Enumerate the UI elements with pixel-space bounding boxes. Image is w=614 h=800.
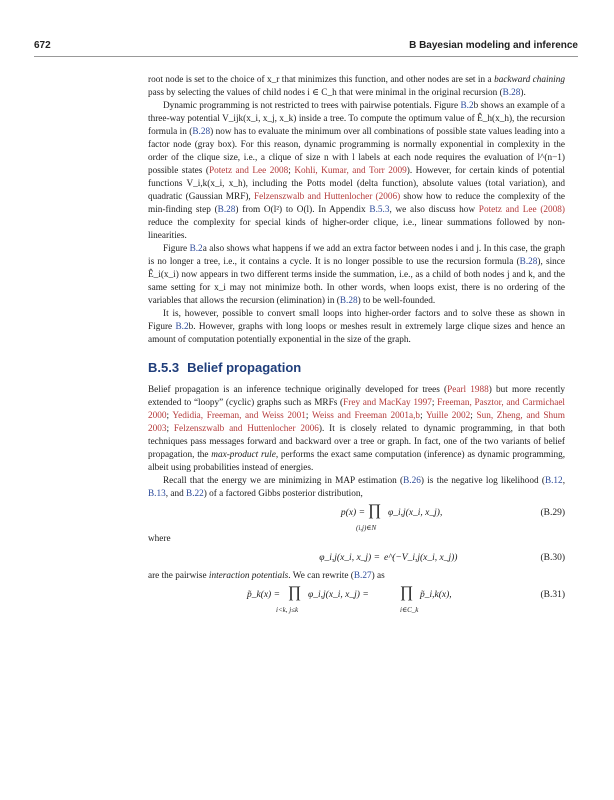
text: pass by selecting the values of child nodes i ∈ C_h that were minimal in the original recursion ( (148, 88, 503, 98)
citation-link[interactable]: Yedidia, Freeman, and Weiss 2001 (172, 411, 306, 421)
paragraph-6 (148, 475, 565, 501)
equation-rhs: φ_i,j(x_i, x_j), (388, 508, 443, 518)
equation-middle: φ_i,j(x_i, x_j) = (308, 590, 369, 600)
equation-rhs: e^(−V_i,j(x_i, x_j)) (384, 553, 458, 563)
paragraph-4 (148, 308, 565, 347)
page-number: 672 (34, 40, 51, 51)
text: Dynamic programming is not restricted to trees with pairwise potentials. Figure (163, 101, 461, 111)
text: Recall that the energy we are minimizing in MAP estimation ( (163, 476, 404, 486)
product-symbol: ∏ (368, 502, 382, 519)
citation-link[interactable]: Frey and MacKay 1997 (343, 398, 432, 408)
equation-lhs: p(x) = (340, 508, 365, 518)
text: ; (420, 411, 426, 421)
text: , performs the exact same computation (inference) as dynamic programming, albeit using probabilities instead of energies. (148, 450, 566, 473)
equation-link[interactable]: B.12 (544, 476, 563, 486)
text: ). However, for certain kinds of potential functions V_i,k(x_i, x_h), including the Potts model (delta function), absolute values (total variation), and quadratic (Gaussian MRF), (148, 166, 565, 202)
equation-rhs: p̃_i,k(x), (420, 590, 452, 600)
equation-link[interactable]: B.22 (186, 489, 204, 499)
citation-link[interactable]: Potetz and Lee (2008) (478, 205, 566, 215)
equation-link[interactable]: B.28 (339, 296, 358, 306)
text: . We can rewrite ( (288, 571, 354, 581)
citation-link[interactable]: Pearl 1988 (447, 385, 489, 395)
product-symbol: ∏ (400, 584, 414, 601)
text: , we also discuss how (389, 205, 479, 215)
where-text: where (148, 534, 171, 544)
section-title: Belief propagation (187, 360, 302, 375)
text: , (562, 476, 565, 486)
text: root node is set to the choice of x_r that minimizes this function, and other nodes are set in a (148, 75, 495, 85)
text: ; (305, 411, 312, 421)
section-link[interactable]: B.5.3 (369, 205, 390, 215)
citation-link[interactable]: Yuille 2002 (425, 411, 471, 421)
equation-link[interactable]: B.27 (353, 571, 372, 581)
emphasis: max-product rule (211, 450, 276, 460)
text: ; (431, 398, 438, 408)
text: ; (288, 166, 295, 176)
citation-link[interactable]: Freeman, Pasztor, and Carmichael 2000 (148, 398, 565, 421)
text: ) as (371, 571, 385, 581)
text: ), since Ê_i(x_i) now appears in two different terms inside the summation, i.e., as a child of both nodes j and k, and the same setting for x_i may not minimize both. In other words, when loops exist, there is no ordering of the variables that allows the recursion (elimination) in ( (148, 257, 565, 306)
text: show how to reduce the complexity of the min-finding step ( (148, 192, 565, 215)
text: ; (166, 411, 173, 421)
running-header (34, 40, 578, 51)
section-number: B.5.3 (148, 360, 180, 375)
text: b. However, graphs with long loops or meshes result in extremely large clique sizes and hence an amount of computation potentially exponential in the size of the graph. (148, 322, 565, 345)
equation-link[interactable]: B.26 (403, 476, 421, 486)
text: ) of a factored Gibbs posterior distribution, (203, 489, 363, 499)
text: ) is the negative log likelihood ( (420, 476, 545, 486)
citation-link[interactable]: Kohli, Kumar, and Torr 2009 (294, 166, 407, 176)
equation-link[interactable]: B.28 (217, 205, 236, 215)
text: , and (165, 489, 187, 499)
text: reduce the complexity for special kinds of higher-order clique, i.e., linear summations followed by non-linearities. (148, 218, 565, 241)
equation-link[interactable]: B.28 (519, 257, 538, 267)
product-symbol: ∏ (288, 584, 302, 601)
section-heading (148, 361, 565, 374)
emphasis: interaction potentials (208, 571, 289, 581)
equation-b31 (148, 584, 565, 614)
equation-b30 (148, 552, 565, 568)
text: ) from O(l²) to O(l). In Appendix (235, 205, 370, 215)
citation-link[interactable]: Felzenszwalb and Huttenlocher (2006) (253, 192, 401, 202)
citation-link[interactable]: Felzenszwalb and Huttenlocher 2006 (173, 424, 319, 434)
citation-link[interactable]: Potetz and Lee 2008 (208, 166, 289, 176)
text: Belief propagation is an inference technique originally developed for trees ( (148, 385, 448, 395)
equation-number: (B.31) (540, 590, 565, 600)
citation-link[interactable]: Weiss and Freeman 2001a,b (311, 411, 421, 421)
citation-link[interactable]: Sun, Zheng, and Shum 2003 (148, 411, 565, 434)
figure-link[interactable]: B.2 (189, 244, 203, 254)
text: ) but more recently extended to “loopy” (cyclic) graphs such as MRFs ( (148, 385, 565, 408)
paragraph-2 (148, 100, 565, 243)
header-rule (34, 56, 578, 57)
text: Figure (163, 244, 190, 254)
page-body (148, 74, 565, 615)
figure-link[interactable]: B.2 (460, 101, 474, 111)
equation-lhs: φ_i,j(x_i, x_j) = (319, 553, 380, 563)
paragraph-3 (148, 243, 565, 308)
text: ; (166, 424, 174, 434)
equation-link[interactable]: B.28 (192, 127, 211, 137)
text: ). It is closely related to dynamic programming, in that both techniques pass messages forward and backward over a tree or graph. In fact, one of the two variants of belief propagation, the (148, 424, 565, 460)
paragraph-1 (148, 74, 565, 100)
text: ) now has to evaluate the minimum over all combinations of possible state values leading into a factor node (gray box). For this reason, dynamic programming is normally exponential in complexity in the order of the clique size, i.e., a clique of size n with l labels at each node requires the evaluation of l^(n−1) possible states ( (148, 127, 565, 176)
paragraph-7 (148, 570, 565, 583)
product-subscript: i<k, j≤k (276, 606, 299, 614)
equation-link[interactable]: B.13 (148, 489, 166, 499)
text: are the pairwise (148, 571, 209, 581)
equation-lhs: p̃_k(x) = (246, 590, 280, 600)
text: ). (520, 88, 526, 98)
text: a also shows what happens if we add an extra factor between nodes i and j. In this case, the graph is no longer a tree, i.e., it contains a cycle. It is no longer possible to use the recursion formula ( (148, 244, 565, 267)
text: ) to be well-founded. (357, 296, 436, 306)
product-subscript: (i,j)∈N (356, 524, 377, 532)
product-subscript: i∈C_k (400, 606, 419, 614)
text: ; (470, 411, 477, 421)
equation-number: (B.29) (540, 508, 565, 518)
text: b shows an example of a three-way potential V_ijk(x_i, x_j, x_k) inside a tree. To compute the optimum value of Ê_h(x_h), the recursion formula in ( (148, 101, 565, 137)
text: It is, however, possible to convert small loops into higher-order factors and to solve these as shown in Figure (148, 309, 565, 332)
emphasis: backward chaining (494, 75, 565, 85)
equation-number: (B.30) (540, 553, 565, 563)
paragraph-5 (148, 384, 565, 475)
equation-link[interactable]: B.28 (502, 88, 521, 98)
chapter-title: B Bayesian modeling and inference (409, 40, 578, 51)
equation-b29 (148, 502, 565, 532)
figure-link[interactable]: B.2 (175, 322, 189, 332)
